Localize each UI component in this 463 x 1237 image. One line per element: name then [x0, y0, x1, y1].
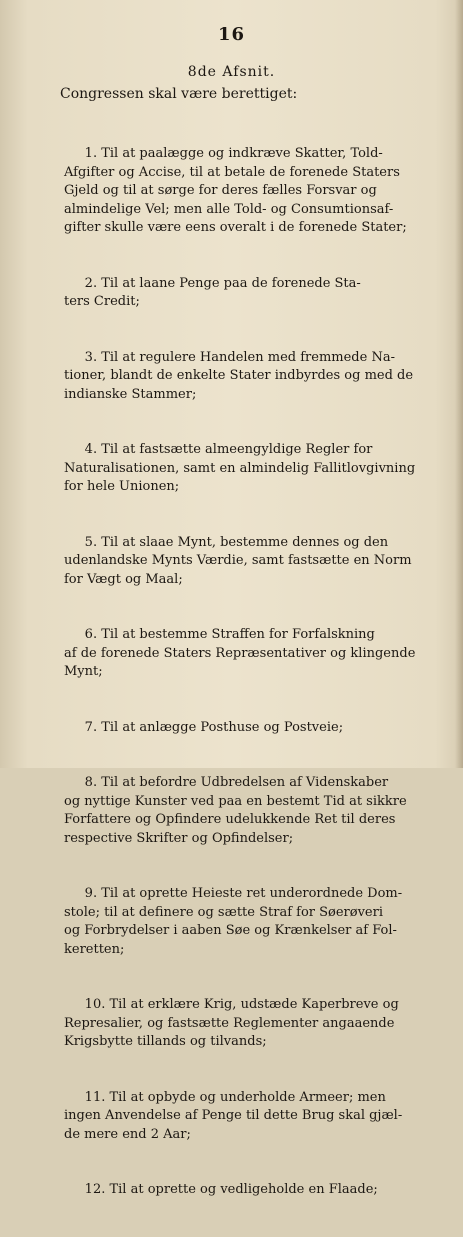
- intro-text: Congressen skal være berettiget:: [60, 86, 298, 102]
- clause-12: 12. Til at oprette og vedligeholde en Flaade;: [64, 1182, 378, 1197]
- page-number: 16: [217, 24, 246, 45]
- clause-5: 5. Til at slaae Mynt, bestemme dennes og den udenlandske Mynts Værdie, samt fastsætte en Norm for Vægt og Maal;: [64, 534, 412, 587]
- page-edge-shadow: [455, 0, 463, 768]
- clause-9: 9. Til at oprette Heieste ret underordnede Dom- stole; til at definere og sætte Straf for Søerøveri og Forbrydelser i aaben Søe og Krænkelser af Fol- keretten;: [64, 886, 403, 957]
- clause-10: 10. Til at erklære Krig, udstæde Kaperbreve og Represalier, og fastsætte Reglementer angaaende Krigsbytte tillands og tilvands;: [64, 997, 399, 1049]
- clause-6: 6. Til at bestemme Straffen for Forfalskning af de forenede Staters Repræsentativer og klingende Mynt;: [64, 627, 416, 679]
- clause-11: 11. Til at opbyde og underholde Armeer; men ingen Anvendelse af Penge til dette Brug skal gjæl- de mere end 2 Aar;: [64, 1089, 403, 1142]
- clause-1: 1. Til at paalægge og indkræve Skatter, Told- Afgifter og Accise, til at betale de forenede Staters Gjeld og til at sørge for deres fælles Forsvar og almindelige Vel; men alle Told- og Consumtionsaf- gifter skulle være eens overalt i de forenede Stater;: [64, 146, 407, 235]
- clause-4: 4. Til at fastsætte almeengyldige Regler for Naturalisationen, samt en almindelig Fallitlovgivning for hele Unionen;: [64, 442, 416, 494]
- clause-2: 2. Til at laane Penge paa de forenede Sta- ters Credit;: [64, 275, 361, 309]
- clause-8: 8. Til at befordre Udbredelsen af Videnskaber og nyttige Kunster ved paa en bestemt Tid at sikkre Forfattere og Opfindere udelukkende Ret til deres respective Skrifter og Opfindelser;: [64, 775, 407, 846]
- article-body: [64, 108, 453, 1237]
- clause-7: 7. Til at anlægge Posthuse og Postveie;: [64, 719, 344, 735]
- clause-3: 3. Til at regulere Handelen med fremmede Na- tioner, blandt de enkelte Stater indbyrdes og med de indianske Stammer;: [64, 349, 414, 402]
- section-heading: 8de Afsnit.: [187, 64, 276, 80]
